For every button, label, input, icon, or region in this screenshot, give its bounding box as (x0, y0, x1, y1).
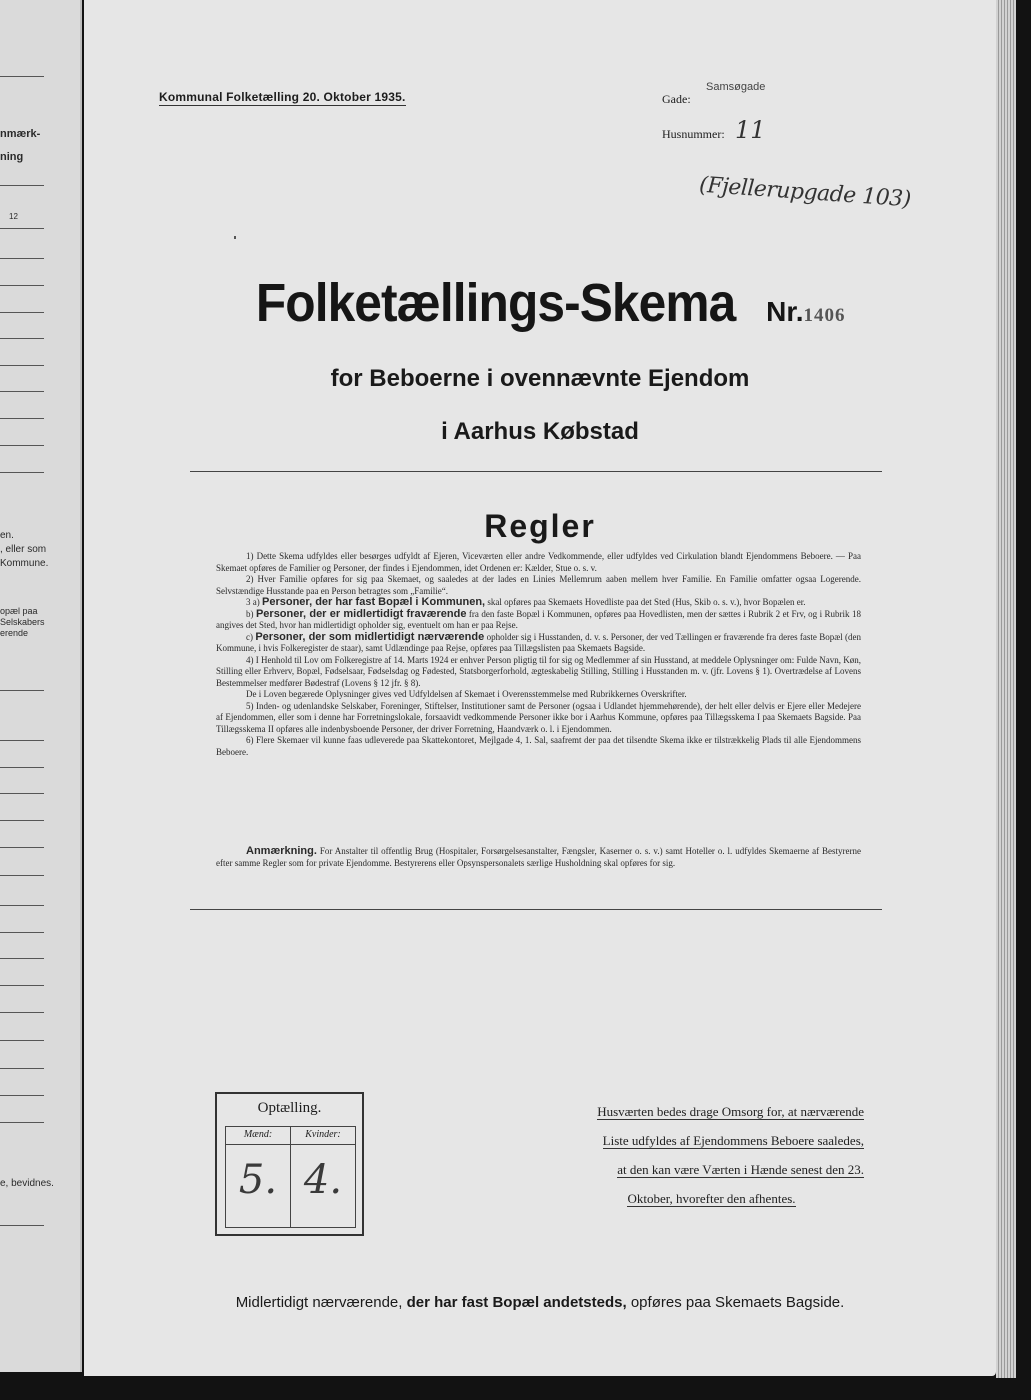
rule-prefix: b) (246, 608, 254, 619)
house-number-label: Husnummer: (662, 127, 725, 141)
ruled-line (0, 958, 44, 959)
ruled-line (0, 228, 44, 229)
form-subtitle-city: i Aarhus Købstad (441, 418, 639, 445)
form-title (84, 272, 996, 334)
notice-line (519, 1126, 864, 1155)
left-page-text: Selskabers (0, 617, 45, 627)
rule-emphasis: Personer, der er midlertidigt fraværende (255, 607, 467, 620)
ruled-line (0, 391, 44, 392)
ruled-line (0, 338, 44, 339)
ruled-line (0, 932, 44, 933)
rule-emphasis: Personer, der har fast Bopæl i Kommunen, (262, 596, 486, 608)
remark-label: Anmærkning. (246, 845, 317, 857)
street-value: Samsøgade (706, 81, 766, 93)
left-page-text: ning (0, 151, 24, 163)
rule-text: fra den faste Bopæl i Kommunen, opføres paa Hovedlisten, men der sættes i Rubrik 2 et Frv, og i Rubrik 18 angives det Sted, hvor han midlertidigt opholder sig, eventuelt om han er paa Rejse. (216, 608, 861, 630)
rule-prefix: c) (246, 631, 253, 642)
notice-text: at den kan være Værten i Hænde senest den 23. (617, 1162, 864, 1177)
ruled-line (0, 875, 44, 876)
ruled-line (0, 285, 44, 286)
census-form-page (84, 0, 996, 1376)
notice-text: Husværten bedes drage Omsorg for, at nærværende (597, 1104, 864, 1119)
men-label: Mænd: (243, 1129, 273, 1140)
footer-note (84, 1294, 996, 1311)
rule-text: skal opføres paa Skemaets Hovedliste paa det Sted (Hus, Skib o. s. v.), hvor Bopælen er. (487, 597, 806, 607)
rule-4: 4) I Henhold til Lov om Folkeregistre af 14. Marts 1924 er enhver Person pligtig til for sig og Medlemmer af sin Husstand, at meddele Oplysninger om: Fulde Navn, Køn, Stilling eller Erhverv, Bopæl, Fødselsaar, Fødselsdag og Fødested, Statsborgerforhold, ægteskabelig Stilling, Stilling i Husstanden m. v. (jfr. Lovens § 1). Overtrædelse af Lovens Bestemmelser medfører Bødestraf (Lovens § 12 jfr. § 8). (216, 654, 861, 688)
census-header: Kommunal Folketælling 20. Oktober 1935. (159, 90, 406, 104)
ruled-line (0, 1040, 44, 1041)
rule-1: 1) Dette Skema udfyldes eller besørges udfyldt af Ejeren, Viceværten eller andre Vedkommende, eller udfyldes ved Cirkulation blandt Ejendommens Beboere. — Paa Skemaet opføres de Familier og Personer, der findes i Ejendommen, idet Ordenen er: Kælder, Stue o. s. v. (216, 551, 861, 573)
ruled-line (0, 985, 44, 986)
rule-3b (216, 609, 861, 632)
women-count: 4. (303, 1157, 343, 1203)
notice-line (519, 1155, 864, 1184)
rule-5: 5) Inden- og udenlandske Selskaber, Foreninger, Stiftelser, Institutioner samt de Personer (ogsaa i Udlandet hjemmehørende), der helt eller delvis er Ejere eller Medejere af Ejendommen, eller som i denne har Forretningslokale, forsaavidt vedkommende Personer ikke bor i Aarhus Kommune, opføres paa Tillægsskema I paa Skemaets Bagside. Paa Tillægsskema II opføres alle indenbysboende Personer, der driver Forretning, Haandværk o. l. i Ejendommen. (216, 700, 861, 734)
footer-text: Midlertidigt nærværende, (235, 1294, 403, 1311)
rule-prefix: 3 a) (246, 597, 260, 607)
ruled-line (0, 793, 44, 794)
women-label: Kvinder: (305, 1129, 341, 1140)
notice-line (519, 1184, 864, 1213)
ruled-line (0, 1068, 44, 1069)
table-divider (226, 1144, 355, 1145)
rule-6: 6) Flere Skemaer vil kunne faas udleverede paa Skattekontoret, Mejlgade 4, 1. Sal, saafremt der paa det tilsendte Skema ikke er tilstrækkelig Plads til alle Ejendommens Beboere. (216, 735, 861, 757)
rule-3c (216, 632, 861, 655)
left-page-text: en. (0, 530, 14, 541)
landlord-notice (519, 1097, 864, 1213)
left-page-text: Kommune. (0, 558, 49, 569)
ruled-line (0, 258, 44, 259)
ruled-line (0, 76, 44, 77)
left-page-text: opæl paa (0, 606, 38, 616)
ruled-line (0, 365, 44, 366)
remark-text: For Anstalter til offentlig Brug (Hospitaler, Forsørgelsesanstalter, Fængsler, Kaserner o. s. v.) samt Hoteller o. l. udfyldes Skemaerne af Bestyrerne efter samme Regler som for private Ejendomme. Bestyrerens eller Opsynspersonalets særlige Husholdning skal opføres for sig. (216, 846, 861, 868)
previous-page-fragment (0, 0, 82, 1372)
left-page-text: erende (0, 628, 29, 638)
ruled-line (0, 185, 44, 186)
rules-body (216, 551, 861, 758)
street-label: Gade: (662, 92, 691, 106)
ruled-line (0, 767, 44, 768)
ruled-line (0, 847, 44, 848)
rule-2: 2) Hver Familie opføres for sig paa Skemaet, og saaledes at der lades en Linies Mellemrum aaben mellem hver Familie. En Familie omfatter ogsaa Logerende. Selvstændige Husstande paa en Person betragtes som „Familie“. (216, 574, 861, 596)
form-title-main: Folketællings-Skema (255, 273, 735, 333)
ruled-line (0, 1012, 44, 1013)
ruled-line (0, 472, 44, 473)
footer-emphasis: der har fast Bopæl andetsteds, (406, 1294, 627, 1311)
notice-text: Liste udfyldes af Ejendommens Beboere saaledes, (602, 1133, 864, 1148)
left-page-text: 12 (9, 212, 18, 221)
ruled-line (0, 740, 44, 741)
left-page-text: , eller som (0, 544, 47, 555)
count-box (215, 1092, 364, 1236)
ruled-line (0, 905, 44, 906)
count-title: Optælling. (257, 1100, 322, 1116)
divider (190, 909, 882, 910)
form-number-label: Nr. (766, 296, 804, 327)
ruled-line (0, 1225, 44, 1226)
rule-emphasis: Personer, der som midlertidigt nærværende (255, 630, 485, 643)
house-number-value: 11 (735, 116, 766, 144)
left-page-text: nmærk- (0, 128, 41, 140)
page-stack-edge (996, 0, 1016, 1378)
ruled-line (0, 312, 44, 313)
count-table (225, 1126, 356, 1228)
rule-text: opholder sig i Husstanden, d. v. s. Personer, der ved Tællingen er fraværende fra deres faste Bopæl (den Kommune, i hvis Folkeregister de staar), samt Udlændinge paa Rejse, opføres paa Tillægslisten paa Skemaets Bagside. (216, 631, 862, 653)
rules-heading: Regler (484, 508, 596, 544)
ruled-line (0, 1122, 44, 1123)
form-number-value: 1406 (803, 305, 846, 326)
men-count: 5. (238, 1157, 278, 1203)
ruled-line (0, 1095, 44, 1096)
notice-line (519, 1097, 864, 1126)
ink-mark (234, 236, 236, 239)
footer-text: opføres paa Skemaets Bagside. (630, 1294, 845, 1311)
ruled-line (0, 690, 44, 691)
left-page-text: e, bevidnes. (0, 1178, 54, 1189)
form-subtitle: for Beboerne i ovennævnte Ejendom (330, 365, 750, 392)
ruled-line (0, 445, 44, 446)
handwritten-address-note: (Fjellerupgade 103) (698, 172, 912, 213)
remark-paragraph (216, 845, 861, 869)
rule-4b: De i Loven begærede Oplysninger gives ved Udfyldelsen af Skemaet i Overensstemmelse med Rubrikkernes Overskrifter. (246, 689, 687, 699)
ruled-line (0, 418, 44, 419)
ruled-line (0, 820, 44, 821)
notice-text: Oktober, hvorefter den afhentes. (627, 1191, 796, 1206)
divider (190, 471, 882, 472)
